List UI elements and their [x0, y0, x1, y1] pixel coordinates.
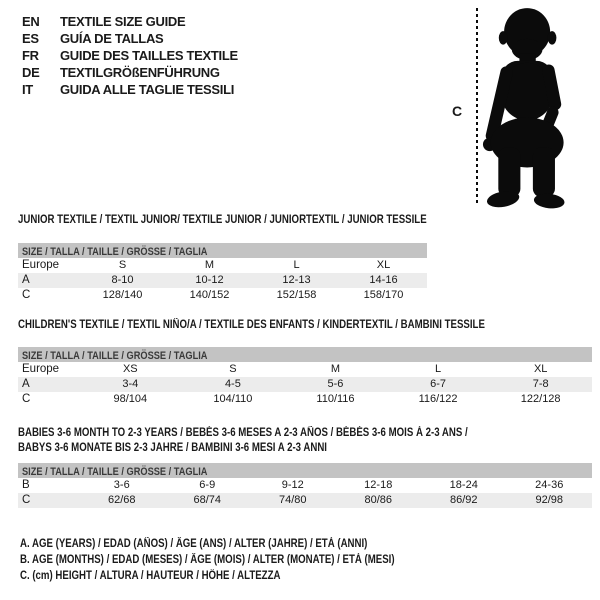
legend — [20, 536, 466, 584]
table-cell: 104/110 — [213, 393, 253, 405]
language-row — [22, 47, 238, 64]
table-cell: 6-7 — [430, 378, 447, 390]
table-title-line: CHILDREN'S TEXTILE / TEXTIL NIÑO/A / TEXTILE DES ENFANTS / KINDERTEXTIL / BAMBINI TESSILE — [18, 319, 485, 331]
language-code: EN — [22, 14, 40, 29]
legend-line: A. AGE (YEARS) / EDAD (AÑOS) / ÂGE (ANS) / ALTER (JAHRE) / ETÀ (ANNI) — [20, 538, 368, 550]
toddler-silhouette-icon — [482, 3, 578, 210]
row-label: B — [22, 479, 30, 491]
language-title: GUÍA DE TALLAS — [60, 31, 164, 46]
language-code: IT — [22, 82, 33, 97]
table-row — [18, 362, 592, 377]
language-title: TEXTILGRÖßENFÜHRUNG — [60, 65, 220, 80]
table-cell: L — [435, 363, 442, 375]
table-cell: S — [229, 363, 237, 375]
table-cell: 122/128 — [520, 393, 561, 405]
row-label: C — [22, 289, 31, 301]
table-cell: 4-5 — [224, 378, 241, 390]
table-cell: XS — [122, 363, 138, 375]
table-cell: 8-10 — [111, 274, 134, 286]
table-row — [18, 258, 427, 273]
table-row — [18, 478, 592, 493]
language-title: TEXTILE SIZE GUIDE — [60, 14, 186, 29]
size-header-bar — [18, 347, 592, 362]
table-title — [18, 213, 427, 228]
table-cell: 152/158 — [276, 289, 317, 301]
table-cell: 62/68 — [107, 494, 136, 506]
table-cell: M — [330, 363, 341, 375]
size-header-label: SIZE / TALLA / TAILLE / GRÖSSE / TAGLIA — [22, 350, 208, 362]
table-cell: M — [204, 259, 215, 271]
height-measure-label: C — [452, 103, 463, 119]
table-cell: 68/74 — [193, 494, 222, 506]
table-cell: 140/152 — [189, 289, 230, 301]
table-cell: 92/98 — [535, 494, 564, 506]
table-title-line: BABIES 3-6 MONTH TO 2-3 YEARS / BEBÉS 3-6 MESES A 2-3 AÑOS / BÉBÉS 3-6 MOIS À 2-3 ANS / — [18, 427, 468, 439]
table-cell: XL — [376, 259, 391, 271]
row-label: A — [22, 378, 30, 390]
table-cell: 116/122 — [418, 393, 458, 405]
table-cell: 86/92 — [449, 494, 478, 506]
children-table-section — [18, 318, 592, 407]
table-body — [18, 362, 592, 407]
table-title-line: JUNIOR TEXTILE / TEXTIL JUNIOR/ TEXTILE JUNIOR / JUNIORTEXTIL / JUNIOR TESSILE — [18, 214, 427, 226]
table-cell: XL — [533, 363, 548, 375]
table-cell: 74/80 — [278, 494, 307, 506]
table-cell: 80/86 — [364, 494, 393, 506]
size-header-bar — [18, 463, 592, 478]
language-title: GUIDE DES TAILLES TEXTILE — [60, 48, 238, 63]
table-row — [18, 392, 592, 407]
language-code: FR — [22, 48, 39, 63]
table-title — [18, 426, 592, 456]
language-code: ES — [22, 31, 39, 46]
height-measure-line — [476, 8, 478, 206]
table-cell: 7-8 — [532, 378, 549, 390]
language-code: DE — [22, 65, 40, 80]
row-label: Europe — [22, 363, 60, 375]
child-height-figure — [440, 0, 600, 220]
table-cell: 14-16 — [369, 274, 398, 286]
language-row — [22, 81, 238, 98]
table-cell: 18-24 — [449, 479, 478, 491]
row-label: Europe — [22, 259, 60, 271]
table-cell: 9-12 — [281, 479, 304, 491]
language-title: GUIDA ALLE TAGLIE TESSILI — [60, 82, 235, 97]
row-label: C — [22, 393, 31, 405]
table-cell: S — [118, 259, 127, 271]
table-cell: 110/116 — [316, 393, 355, 405]
table-cell: 158/170 — [363, 289, 404, 301]
legend-line: B. AGE (MONTHS) / EDAD (MESES) / ÂGE (MOIS) / ALTER (MONATE) / ETÀ (MESI) — [20, 554, 395, 566]
table-cell: L — [293, 259, 300, 271]
table-body — [18, 478, 592, 508]
table-title-line: BABYS 3-6 MONATE BIS 2-3 JAHRE / BAMBINI 3-6 MESI A 2-3 ANNI — [18, 442, 327, 454]
language-row — [22, 64, 238, 81]
language-row — [22, 30, 238, 47]
babies-table-section — [18, 426, 592, 508]
table-cell: 10-12 — [195, 274, 224, 286]
junior-table-section — [18, 213, 427, 303]
row-label: C — [22, 494, 31, 506]
table-row — [18, 273, 427, 288]
table-cell: 128/140 — [102, 289, 143, 301]
table-row — [18, 288, 427, 303]
legend-line: C. (cm) HEIGHT / ALTURA / HAUTEUR / HÖHE / ALTEZZA — [20, 570, 281, 582]
language-title-list — [22, 13, 238, 98]
table-cell: 12-18 — [364, 479, 393, 491]
table-cell: 6-9 — [199, 479, 216, 491]
size-header-label: SIZE / TALLA / TAILLE / GRÖSSE / TAGLIA — [22, 466, 208, 478]
language-row — [22, 13, 238, 30]
table-row — [18, 377, 592, 392]
table-body — [18, 258, 427, 303]
table-cell: 3-4 — [122, 378, 139, 390]
table-cell: 12-13 — [282, 274, 311, 286]
table-cell: 24-36 — [535, 479, 564, 491]
table-title — [18, 318, 592, 333]
row-label: A — [22, 274, 30, 286]
table-cell: 3-6 — [113, 479, 130, 491]
table-row — [18, 493, 592, 508]
size-header-label: SIZE / TALLA / TAILLE / GRÖSSE / TAGLIA — [22, 246, 208, 258]
table-cell: 5-6 — [327, 378, 344, 390]
size-header-bar — [18, 243, 427, 258]
table-cell: 98/104 — [113, 393, 148, 405]
